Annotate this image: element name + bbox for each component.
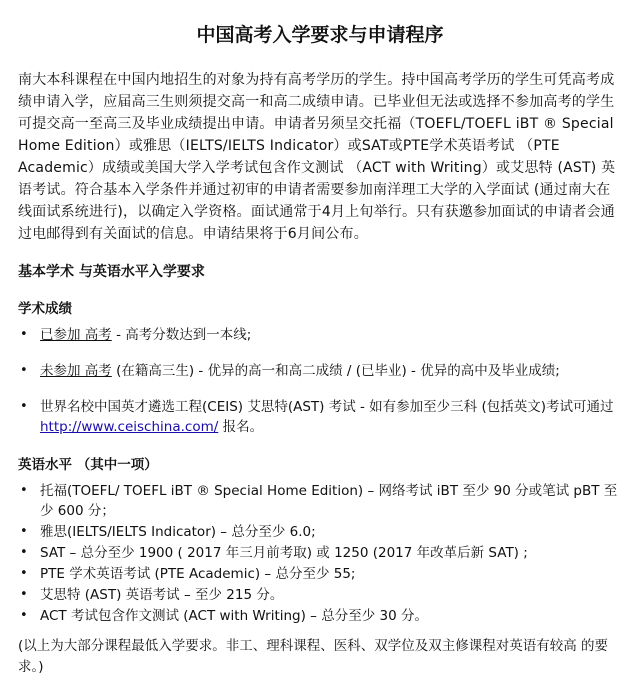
list-item xyxy=(18,522,622,542)
academic-list xyxy=(18,325,622,437)
list-item-text: 托福(TOEFL/ TOEFL iBT ® Special Home Edition) – 网络考试 iBT 至少 90 分或笔试 pBT 至少 600 分； xyxy=(40,483,618,519)
list-item xyxy=(18,564,622,584)
academic-heading: 学术成绩 xyxy=(18,301,72,317)
list-item-text: 艾思特 (AST) 英语考试 – 至少 215 分。 xyxy=(40,587,284,603)
intro-paragraph xyxy=(18,69,622,245)
english-list xyxy=(18,481,622,626)
list-item-text: ACT 考试包含作文测试 (ACT with Writing) – 总分至少 30 分。 xyxy=(40,608,428,624)
gaokao-taken-label: 已参加 高考 xyxy=(40,327,112,343)
list-item xyxy=(18,397,622,437)
list-item xyxy=(18,543,622,563)
list-item-text: SAT – 总分至少 1900 ( 2017 年三月前考取) 或 1250 (2017 年改革后新 SAT) ; xyxy=(40,545,528,561)
bullet-icon: • xyxy=(20,327,28,342)
english-section xyxy=(18,453,622,626)
english-heading: 英语水平 （其中一项） xyxy=(18,457,158,473)
ceis-link[interactable]: http://www.ceischina.com/ xyxy=(40,419,219,435)
intro-text: 南大本科课程在中国内地招生的对象为持有高考学历的学生。持中国高考学历的学生可凭高考成绩申请入学，应届高三生则须提交高一和高二成绩申请。已毕业但无法或选择不参加高考的学生可提交高一至高三及毕业成绩提出申请。申请者另须呈交托福（TOEFL/TOEFL iBT ® Special Home Edition）或雅思（IELTS/IELTS Indicator）或SAT或PTE学术英语考试 （PTE Academic）成绩或美国大学入学考试包含作文测试 （ACT with Writing）或艾思特 (AST) 英语考试。符合基本入学条件并通过初审的申请者需要参加南洋理工大学的入学面试 (通过南大在线面试系统进行)，以确定入学资格。面试通常于4月上旬举行。只有获邀参加面试的申请者会通过电邮得到有关面试的信息。申请结果将于6月间公布。 xyxy=(18,72,616,242)
bullet-icon: • xyxy=(20,524,28,539)
list-item xyxy=(18,606,622,626)
section-heading: 基本学术 与英语水平入学要求 xyxy=(18,264,205,280)
list-item-text: (在籍高三生) - 优异的高一和高二成绩 / (已毕业) - 优异的高中及毕业成绩; xyxy=(111,363,560,379)
bullet-icon: • xyxy=(20,483,28,498)
list-item xyxy=(18,481,622,521)
bullet-icon: • xyxy=(20,399,28,414)
list-item-text: 世界名校中国英才遴选工程(CEIS) 艾思特(AST) 考试 - 如有参加至少三科 (包括英文)考试可通过 xyxy=(40,399,614,415)
list-item xyxy=(18,585,622,605)
list-item xyxy=(18,361,622,381)
list-item xyxy=(18,325,622,345)
list-item-text: 报名。 xyxy=(218,419,264,435)
gaokao-not-taken-label: 未参加 高考 xyxy=(40,363,112,379)
bullet-icon: • xyxy=(20,545,28,560)
footnote: (以上为大部分课程最低入学要求。非工、理科课程、医科、双学位及双主修课程对英语有较高 的要求。) xyxy=(18,638,609,675)
bullet-icon: • xyxy=(20,608,28,623)
list-item-text: PTE 学术英语考试 (PTE Academic) – 总分至少 55; xyxy=(40,566,356,582)
list-item-text: - 高考分数达到一本线; xyxy=(111,327,252,343)
list-item-text: 雅思(IELTS/IELTS Indicator) – 总分至少 6.0; xyxy=(40,524,316,540)
bullet-icon: • xyxy=(20,566,28,581)
page-title: 中国高考入学要求与申请程序 xyxy=(196,24,444,46)
bullet-icon: • xyxy=(20,587,28,602)
academic-section xyxy=(18,297,622,437)
bullet-icon: • xyxy=(20,363,28,378)
